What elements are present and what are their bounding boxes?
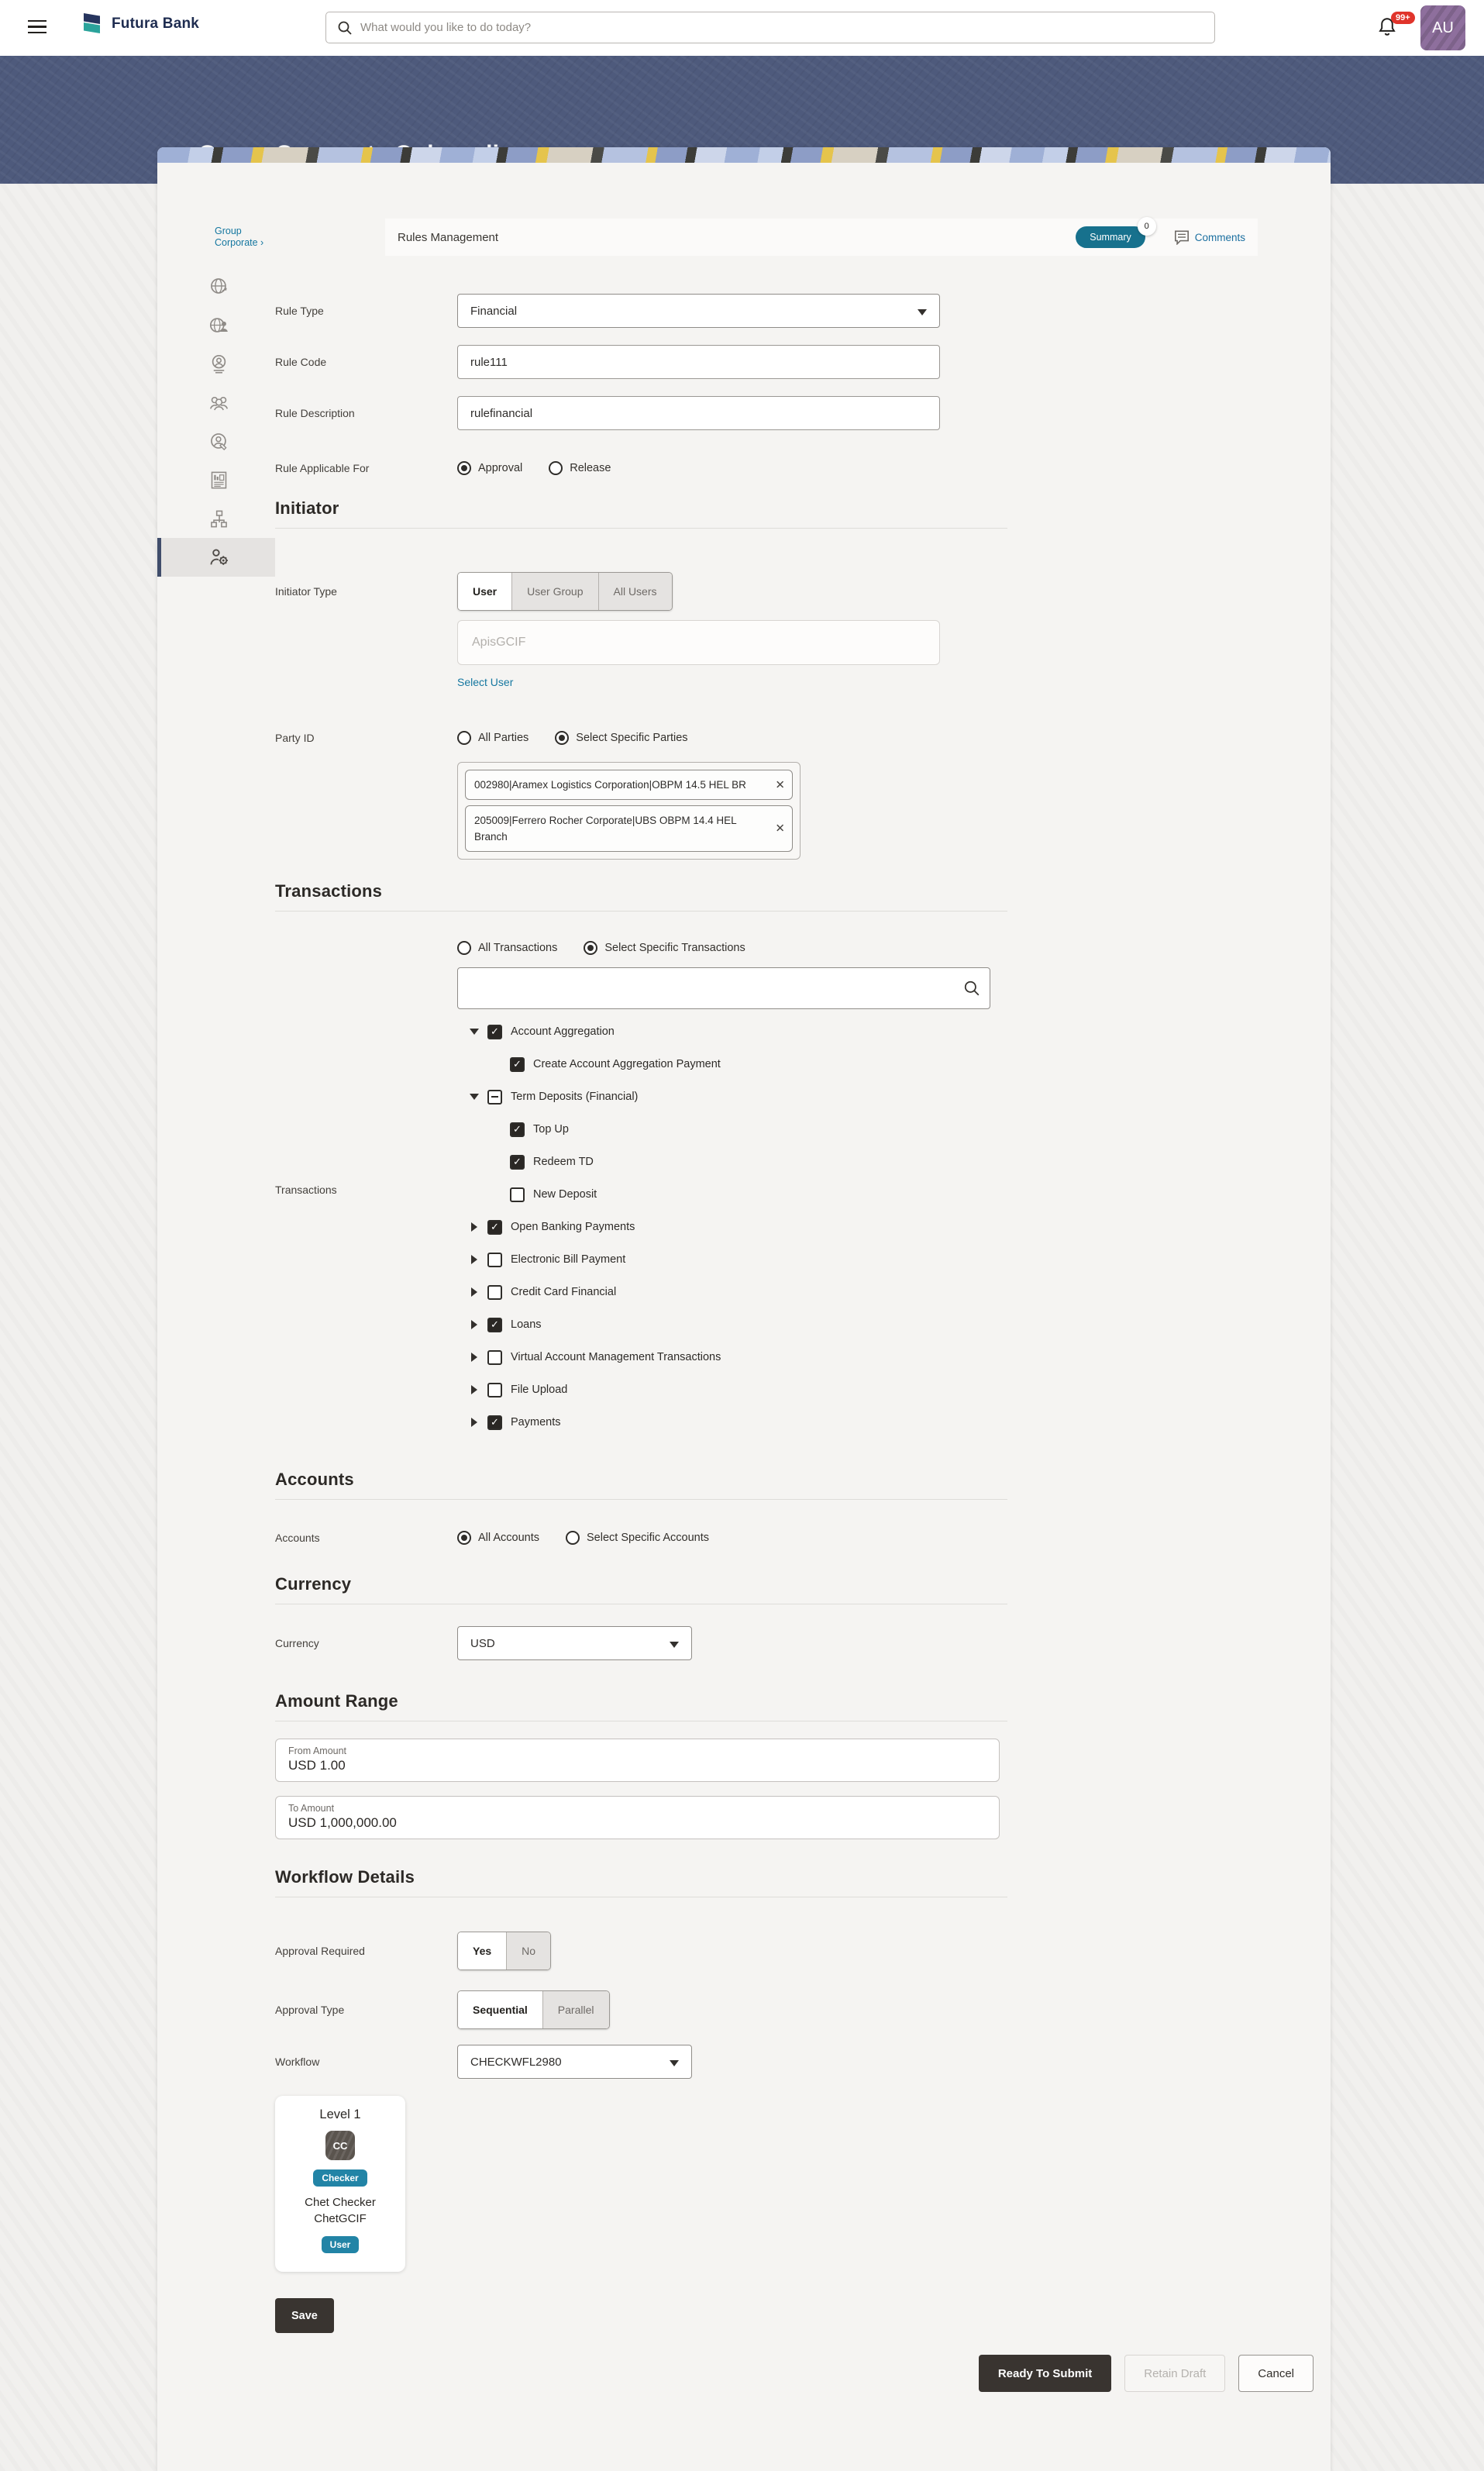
workflow-details-heading: Workflow Details [275,1867,415,1887]
segment-parallel[interactable]: Parallel [543,1991,609,2028]
workflow-label: Workflow [275,2056,320,2068]
remove-party-icon[interactable]: ✕ [775,822,785,836]
notifications-button[interactable] [1377,13,1410,40]
initiator-type-segmented [457,572,673,611]
tree-row: Virtual Account Management Transactions [457,1341,1007,1373]
rule-code-label: Rule Code [275,356,327,368]
rule-type-select[interactable]: Financial [457,294,940,328]
user-edit-icon [208,431,229,452]
approval-type-segmented [457,1990,610,2029]
notification-count-badge: 99+ [1391,12,1415,24]
workflow-select[interactable]: CHECKWFL2980 [457,2045,692,2079]
radio-icon [584,941,597,955]
bank-logo [81,11,199,37]
selected-parties-box [457,762,801,860]
save-button[interactable]: Save [275,2298,334,2333]
radio-icon [566,1531,580,1545]
sidebar-item-global[interactable] [157,267,275,305]
title-toolbar [157,219,1331,256]
retain-draft-button[interactable]: Retain Draft [1124,2355,1225,2392]
summary-button[interactable]: Summary 0 [1076,226,1145,248]
input-placeholder: ApisGCIF [472,636,526,649]
radio-all-accounts[interactable]: All Accounts [457,1531,539,1545]
rule-description-input[interactable]: rulefinancial [457,396,940,430]
segment-user[interactable]: User [458,573,512,610]
party-chip: 002980|Aramex Logistics Corporation|OBPM 14.5 HEL BR ✕ [465,770,793,800]
bank-name: Futura Bank [112,16,200,32]
segment-user-group[interactable]: User Group [512,573,598,610]
sidebar-item-reports[interactable] [157,460,275,499]
rule-description-label: Rule Description [275,407,355,419]
currency-select[interactable]: USD [457,1626,692,1660]
cancel-button[interactable]: Cancel [1238,2355,1314,2392]
dropdown-caret-icon [918,309,927,315]
report-icon [208,470,229,491]
topbar-right [1377,0,1465,56]
to-amount-input[interactable] [275,1796,1000,1839]
amount-range-heading: Amount Range [275,1691,398,1711]
checker-avatar: CC [325,2131,355,2160]
approval-type-label: Approval Type [275,2004,345,2016]
user-avatar[interactable]: AU [1420,5,1465,50]
global-search-input[interactable] [325,12,1215,43]
checkbox-unchecked[interactable] [487,1253,502,1267]
segment-all-users[interactable]: All Users [599,573,672,610]
type-badge: User [322,2236,360,2253]
transactions-tree [457,1015,1007,1439]
sidebar-item-user-groups[interactable] [157,383,275,422]
sidebar-item-rules-management[interactable] [157,538,275,577]
to-amount-label: To Amount [288,1803,335,1814]
level-title: Level 1 [319,2107,361,2121]
breadcrumb-group-corporate[interactable]: Group Corporate › [215,226,264,248]
tree-row: ✓ Loans [457,1308,1007,1341]
sidebar-item-user-profile[interactable] [157,344,275,383]
radio-select-specific-parties[interactable]: Select Specific Parties [555,731,687,745]
radio-release[interactable]: Release [549,461,611,475]
radio-all-transactions[interactable]: All Transactions [457,941,557,955]
sidebar-item-workflow[interactable] [157,499,275,538]
transactions-heading: Transactions [275,881,383,901]
collapse-icon[interactable] [470,1029,479,1035]
user-card-icon [208,353,229,374]
from-amount-value: USD 1.00 [288,1758,346,1773]
dropdown-caret-icon [670,2060,679,2066]
radio-select-specific-accounts[interactable]: Select Specific Accounts [566,1531,709,1545]
comments-icon [1173,229,1190,245]
dropdown-caret-icon [670,1642,679,1648]
ready-to-submit-button[interactable]: Ready To Submit [979,2355,1111,2392]
expand-icon[interactable] [470,1222,479,1232]
sidebar-item-global-user[interactable] [157,305,275,344]
collapse-icon[interactable] [470,1094,479,1100]
to-amount-value: USD 1,000,000.00 [288,1815,397,1830]
rule-code-input[interactable]: rule111 [457,345,940,379]
expand-icon[interactable] [470,1287,479,1297]
checker-name: Chet Checker ChetGCIF [305,2196,376,2225]
tree-row: ✓ Open Banking Payments [457,1211,1007,1243]
currency-label: Currency [275,1637,319,1649]
checkbox-unchecked[interactable] [487,1350,502,1365]
decorative-pattern-strip [157,147,1331,163]
section-divider [275,1499,1007,1500]
radio-icon [457,941,471,955]
accounts-heading: Accounts [275,1470,354,1489]
search-placeholder: What would you like to do today? [360,21,532,34]
search-icon [337,20,353,36]
checkbox-unchecked[interactable] [487,1285,502,1300]
checkbox-checked[interactable] [510,1057,525,1072]
radio-icon [549,461,563,475]
radio-icon [457,731,471,745]
from-amount-label: From Amount [288,1746,347,1756]
tree-row: Electronic Bill Payment [457,1243,1007,1276]
tree-row: ✓ Top Up [457,1113,1007,1146]
expand-icon[interactable] [470,1385,479,1394]
checkbox-unchecked[interactable] [487,1383,502,1397]
top-bar [0,0,1484,56]
transactions-search-input[interactable] [457,967,990,1009]
rule-type-label: Rule Type [275,305,324,317]
tree-row: File Upload [457,1373,1007,1406]
radio-select-specific-transactions[interactable]: Select Specific Transactions [584,941,745,955]
checkbox-checked[interactable] [487,1415,502,1430]
page-title: Rules Management [398,230,499,244]
checkbox-checked[interactable] [487,1220,502,1235]
checkbox-unchecked[interactable] [510,1187,525,1202]
from-amount-input[interactable] [275,1739,1000,1782]
initiator-heading: Initiator [275,498,339,518]
role-badge: Checker [313,2169,367,2187]
transactions-label: Transactions [275,1184,337,1196]
initiator-user-input[interactable] [457,620,940,665]
checkbox-checked[interactable] [487,1318,502,1332]
flowchart-icon [208,508,229,529]
tree-row: ✓ Redeem TD [457,1146,1007,1178]
tree-row: ✓ Account Aggregation [457,1015,1007,1048]
party-id-label: Party ID [275,732,315,744]
section-divider [275,528,1007,529]
expand-icon[interactable] [470,1255,479,1264]
checkbox-indeterminate[interactable] [487,1090,502,1105]
tree-row: Credit Card Financial [457,1276,1007,1308]
section-divider [275,911,1007,912]
comments-button[interactable]: Comments [1173,229,1245,245]
user-gear-icon [208,546,230,568]
sidebar-item-user-edit[interactable] [157,422,275,460]
tree-row: New Deposit [457,1178,1007,1211]
approval-required-segmented [457,1932,551,1970]
module-sidebar [157,267,275,2333]
globe-sync-icon [208,276,229,297]
globe-user-icon [208,315,229,336]
search-icon [963,980,980,997]
tree-row: ✓ Payments [457,1406,1007,1439]
form-footer [157,2355,1331,2392]
expand-icon[interactable] [470,1320,479,1329]
rule-applicable-for-label: Rule Applicable For [275,462,370,474]
summary-count-badge: 0 [1138,217,1156,236]
party-chip: 205009|Ferrero Rocher Corporate|UBS OBPM 14.4 HEL Branch ✕ [465,805,793,852]
content-card [157,147,1331,2471]
radio-all-parties[interactable]: All Parties [457,731,529,745]
currency-heading: Currency [275,1574,352,1594]
approval-required-label: Approval Required [275,1945,365,1957]
radio-icon [555,731,569,745]
expand-icon[interactable] [470,1418,479,1427]
user-group-icon [208,392,229,413]
tree-row: Term Deposits (Financial) [457,1080,1007,1113]
radio-icon [457,461,471,475]
radio-icon [457,1531,471,1545]
initiator-type-label: Initiator Type [275,585,337,598]
checkbox-checked[interactable] [510,1155,525,1170]
checkbox-checked[interactable] [510,1122,525,1137]
hamburger-menu-icon[interactable] [28,20,46,34]
rules-form [275,267,1007,2333]
select-user-link[interactable]: Select User [457,676,514,688]
checkbox-checked[interactable] [487,1025,502,1039]
segment-no[interactable]: No [507,1932,550,1970]
accounts-label: Accounts [275,1532,320,1544]
segment-sequential[interactable]: Sequential [458,1991,543,2028]
radio-approval[interactable]: Approval [457,461,522,475]
remove-party-icon[interactable]: ✕ [775,778,785,791]
bank-logo-icon [81,11,104,37]
approval-level-card [275,2096,405,2272]
tree-row: ✓ Create Account Aggregation Payment [457,1048,1007,1080]
expand-icon[interactable] [470,1353,479,1362]
segment-yes[interactable]: Yes [458,1932,507,1970]
